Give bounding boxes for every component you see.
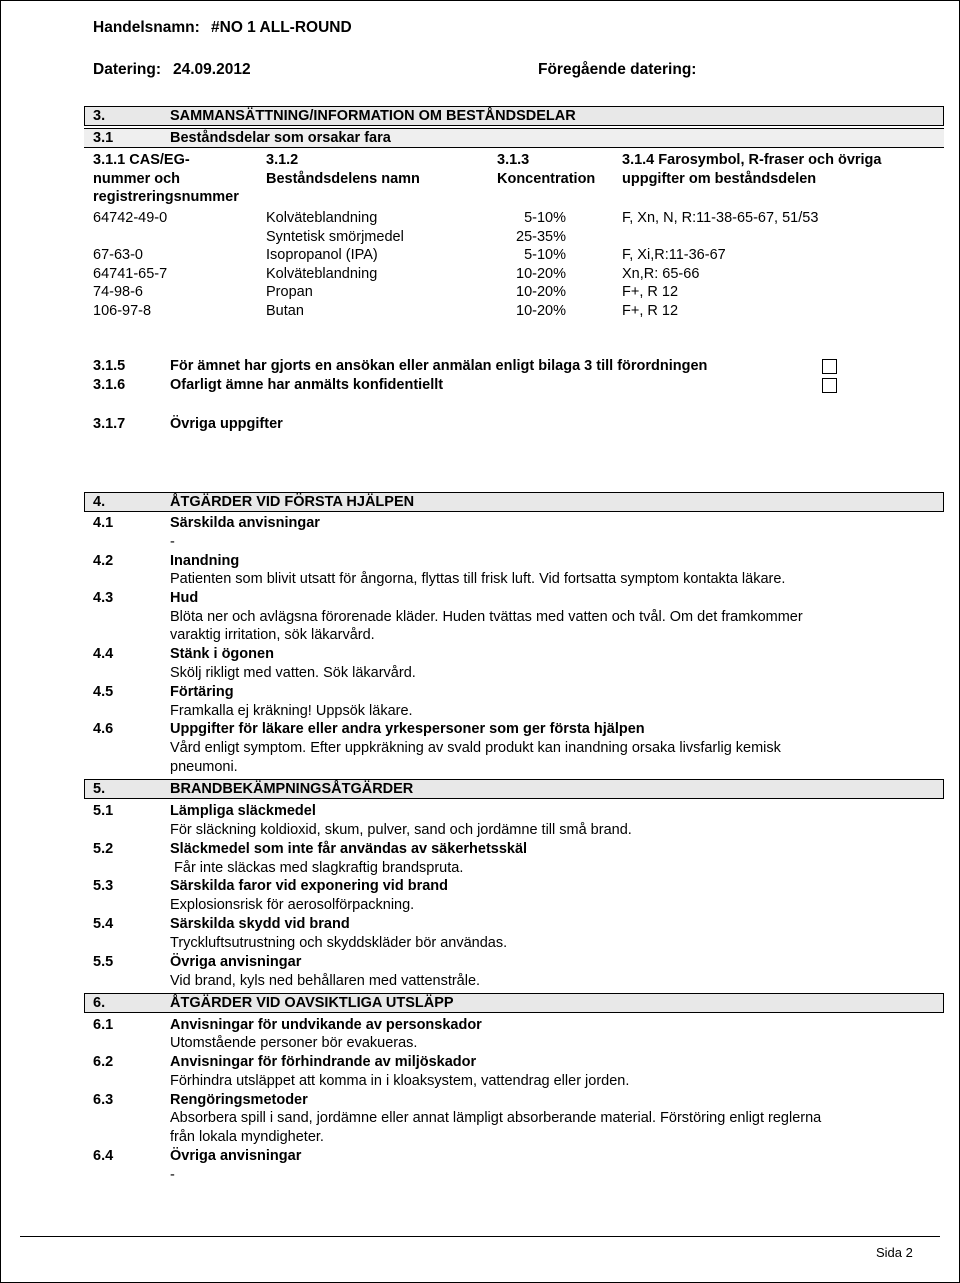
item-number: 6.1 — [93, 1017, 114, 1033]
item-text: Patienten som blivit utsatt för ångorna, flyttas till frisk luft. Vid fortsatta symptom kontakta läkare. — [170, 571, 786, 587]
item-text: Förhindra utsläppet att komma in i kloaksystem, vattendrag eller jorden. — [170, 1073, 630, 1089]
product-name-label: Handelsnamn: — [93, 19, 200, 36]
section-4-title: ÅTGÄRDER VID FÖRSTA HJÄLPEN — [170, 494, 415, 510]
item-number: 5.1 — [93, 803, 114, 819]
item-title: Släckmedel som inte får användas av säkerhetsskäl — [170, 841, 528, 857]
concentration-column — [480, 209, 566, 320]
item-3-1-7-number: 3.1.7 — [93, 416, 126, 432]
table-cell: Kolväteblandning — [266, 265, 378, 282]
item-number: 4.4 — [93, 646, 114, 662]
item-number: 6.3 — [93, 1092, 114, 1108]
item-text: Explosionsrisk för aerosolförpackning. — [170, 897, 415, 913]
table-cell: 5-10% — [524, 210, 566, 226]
table-cell — [622, 228, 818, 247]
section-6-number: 6. — [93, 995, 106, 1011]
footer-rule — [20, 1236, 940, 1237]
item-3-1-5-number: 3.1.5 — [93, 358, 126, 374]
item-title: Särskilda anvisningar — [170, 515, 320, 531]
section-3-1-number: 3.1 — [93, 130, 114, 146]
item-title: Stänk i ögonen — [170, 646, 274, 662]
hazard-column — [622, 209, 818, 320]
table-cell: 10-20% — [516, 284, 566, 300]
item-text: pneumoni. — [170, 759, 238, 775]
item-title: Rengöringsmetoder — [170, 1092, 308, 1108]
table-cell: F, Xn, N, R:11-38-65-67, 51/53 — [622, 210, 819, 226]
table-cell: 67-63-0 — [93, 247, 143, 263]
item-text: Vård enligt symptom. Efter uppkräkning av svald produkt kan inandning orsaka livsfarlig kemisk — [170, 740, 781, 756]
section-4-number: 4. — [93, 494, 106, 510]
table-cell: 10-20% — [516, 302, 566, 319]
section-5-title: BRANDBEKÄMPNINGSÅTGÄRDER — [170, 781, 414, 797]
item-title: Övriga anvisningar — [170, 954, 302, 970]
table-cell: Syntetisk smörjmedel — [266, 228, 404, 245]
table-cell: 64741-65-7 — [93, 265, 168, 282]
item-text: För släckning koldioxid, skum, pulver, sand och jordämne till små brand. — [170, 822, 632, 838]
item-title: Särskilda skydd vid brand — [170, 916, 350, 932]
item-text: Får inte släckas med slagkraftig brandspruta. — [170, 860, 464, 876]
table-cell: Isopropanol (IPA) — [266, 247, 378, 263]
item-title: Anvisningar för förhindrande av miljöskador — [170, 1054, 477, 1070]
item-3-1-5-text: För ämnet har gjorts en ansökan eller anmälan enligt bilaga 3 till förordningen — [170, 358, 708, 374]
table-cell: 106-97-8 — [93, 302, 152, 319]
section-3-title: SAMMANSÄTTNING/INFORMATION OM BESTÅNDSDELAR — [170, 108, 576, 124]
table-cell: 10-20% — [516, 265, 566, 282]
date-value: 24.09.2012 — [173, 61, 251, 78]
item-text: Framkalla ej kräkning! Uppsök läkare. — [170, 703, 413, 719]
col-header-cas: 3.1.1 CAS/EG- nummer och registreringsnummer — [93, 152, 239, 205]
item-title: Uppgifter för läkare eller andra yrkespersoner som ger första hjälpen — [170, 721, 645, 737]
checkbox-3-1-5[interactable] — [822, 359, 837, 374]
item-number: 4.1 — [93, 515, 114, 531]
table-cell: 5-10% — [524, 247, 566, 263]
item-number: 4.5 — [93, 684, 114, 700]
item-title: Anvisningar för undvikande av personskador — [170, 1017, 482, 1033]
checkbox-3-1-6[interactable] — [822, 378, 837, 393]
item-text: - — [170, 534, 175, 550]
item-title: Förtäring — [170, 684, 234, 700]
cas-column — [93, 209, 167, 320]
name-column — [266, 209, 404, 320]
item-title: Lämpliga släckmedel — [170, 803, 316, 819]
item-title: Övriga anvisningar — [170, 1148, 302, 1164]
item-text: Absorbera spill i sand, jordämne eller annat lämpligt absorberande material. Förstöring enligt reglerna — [170, 1110, 822, 1126]
previous-date-label: Föregående datering: — [538, 61, 697, 78]
item-number: 5.5 — [93, 954, 114, 970]
item-title: Inandning — [170, 553, 240, 569]
item-text: Skölj rikligt med vatten. Sök läkarvård. — [170, 665, 416, 681]
date-label: Datering: — [93, 61, 162, 78]
table-cell — [93, 228, 167, 247]
item-text: - — [170, 1167, 175, 1183]
table-cell: Kolväteblandning — [266, 210, 378, 226]
item-3-1-6-text: Ofarligt ämne har anmälts konfidentiellt — [170, 377, 444, 393]
section-3-number: 3. — [93, 108, 106, 124]
item-3-1-7-text: Övriga uppgifter — [170, 416, 283, 432]
col-header-name: 3.1.2 Beståndsdelens namn — [266, 152, 420, 187]
item-text: Tryckluftsutrustning och skyddskläder bör användas. — [170, 935, 508, 951]
table-cell: 25-35% — [516, 228, 566, 245]
section-6-title: ÅTGÄRDER VID OAVSIKTLIGA UTSLÄPP — [170, 995, 454, 1011]
item-number: 6.4 — [93, 1148, 114, 1164]
item-number: 5.3 — [93, 878, 114, 894]
item-text: varaktig irritation, sök läkarvård. — [170, 627, 375, 643]
item-title: Särskilda faror vid exponering vid brand — [170, 878, 448, 894]
table-cell: F, Xi,R:11-36-67 — [622, 247, 726, 263]
col-header-concentration: 3.1.3 Koncentration — [497, 152, 596, 187]
table-cell: Xn,R: 65-66 — [622, 265, 700, 282]
col-header-hazard: 3.1.4 Farosymbol, R-fraser och övriga uppgifter om beståndsdelen — [622, 152, 882, 187]
product-name-value: #NO 1 ALL-ROUND — [211, 19, 352, 36]
table-cell: 74-98-6 — [93, 284, 143, 300]
section-3-1-title: Beståndsdelar som orsakar fara — [170, 130, 391, 146]
table-cell: F+, R 12 — [622, 302, 679, 319]
item-text: Utomstående personer bör evakueras. — [170, 1035, 418, 1051]
item-3-1-6-number: 3.1.6 — [93, 377, 126, 393]
page-number: Sida 2 — [876, 1245, 913, 1260]
item-number: 4.6 — [93, 721, 114, 737]
table-cell: F+, R 12 — [622, 284, 679, 300]
item-text: Blöta ner och avlägsna förorenade kläder. Huden tvättas med vatten och tvål. Om det framkommer — [170, 609, 803, 625]
item-text: Vid brand, kyls ned behållaren med vattenstråle. — [170, 973, 481, 989]
item-number: 4.3 — [93, 590, 114, 606]
item-number: 5.4 — [93, 916, 114, 932]
table-cell: 64742-49-0 — [93, 210, 168, 226]
item-number: 4.2 — [93, 553, 114, 569]
table-cell: Butan — [266, 302, 304, 319]
item-text: från lokala myndigheter. — [170, 1129, 324, 1145]
item-number: 6.2 — [93, 1054, 114, 1070]
table-cell: Propan — [266, 284, 313, 300]
section-5-number: 5. — [93, 781, 106, 797]
item-title: Hud — [170, 590, 199, 606]
item-number: 5.2 — [93, 841, 114, 857]
